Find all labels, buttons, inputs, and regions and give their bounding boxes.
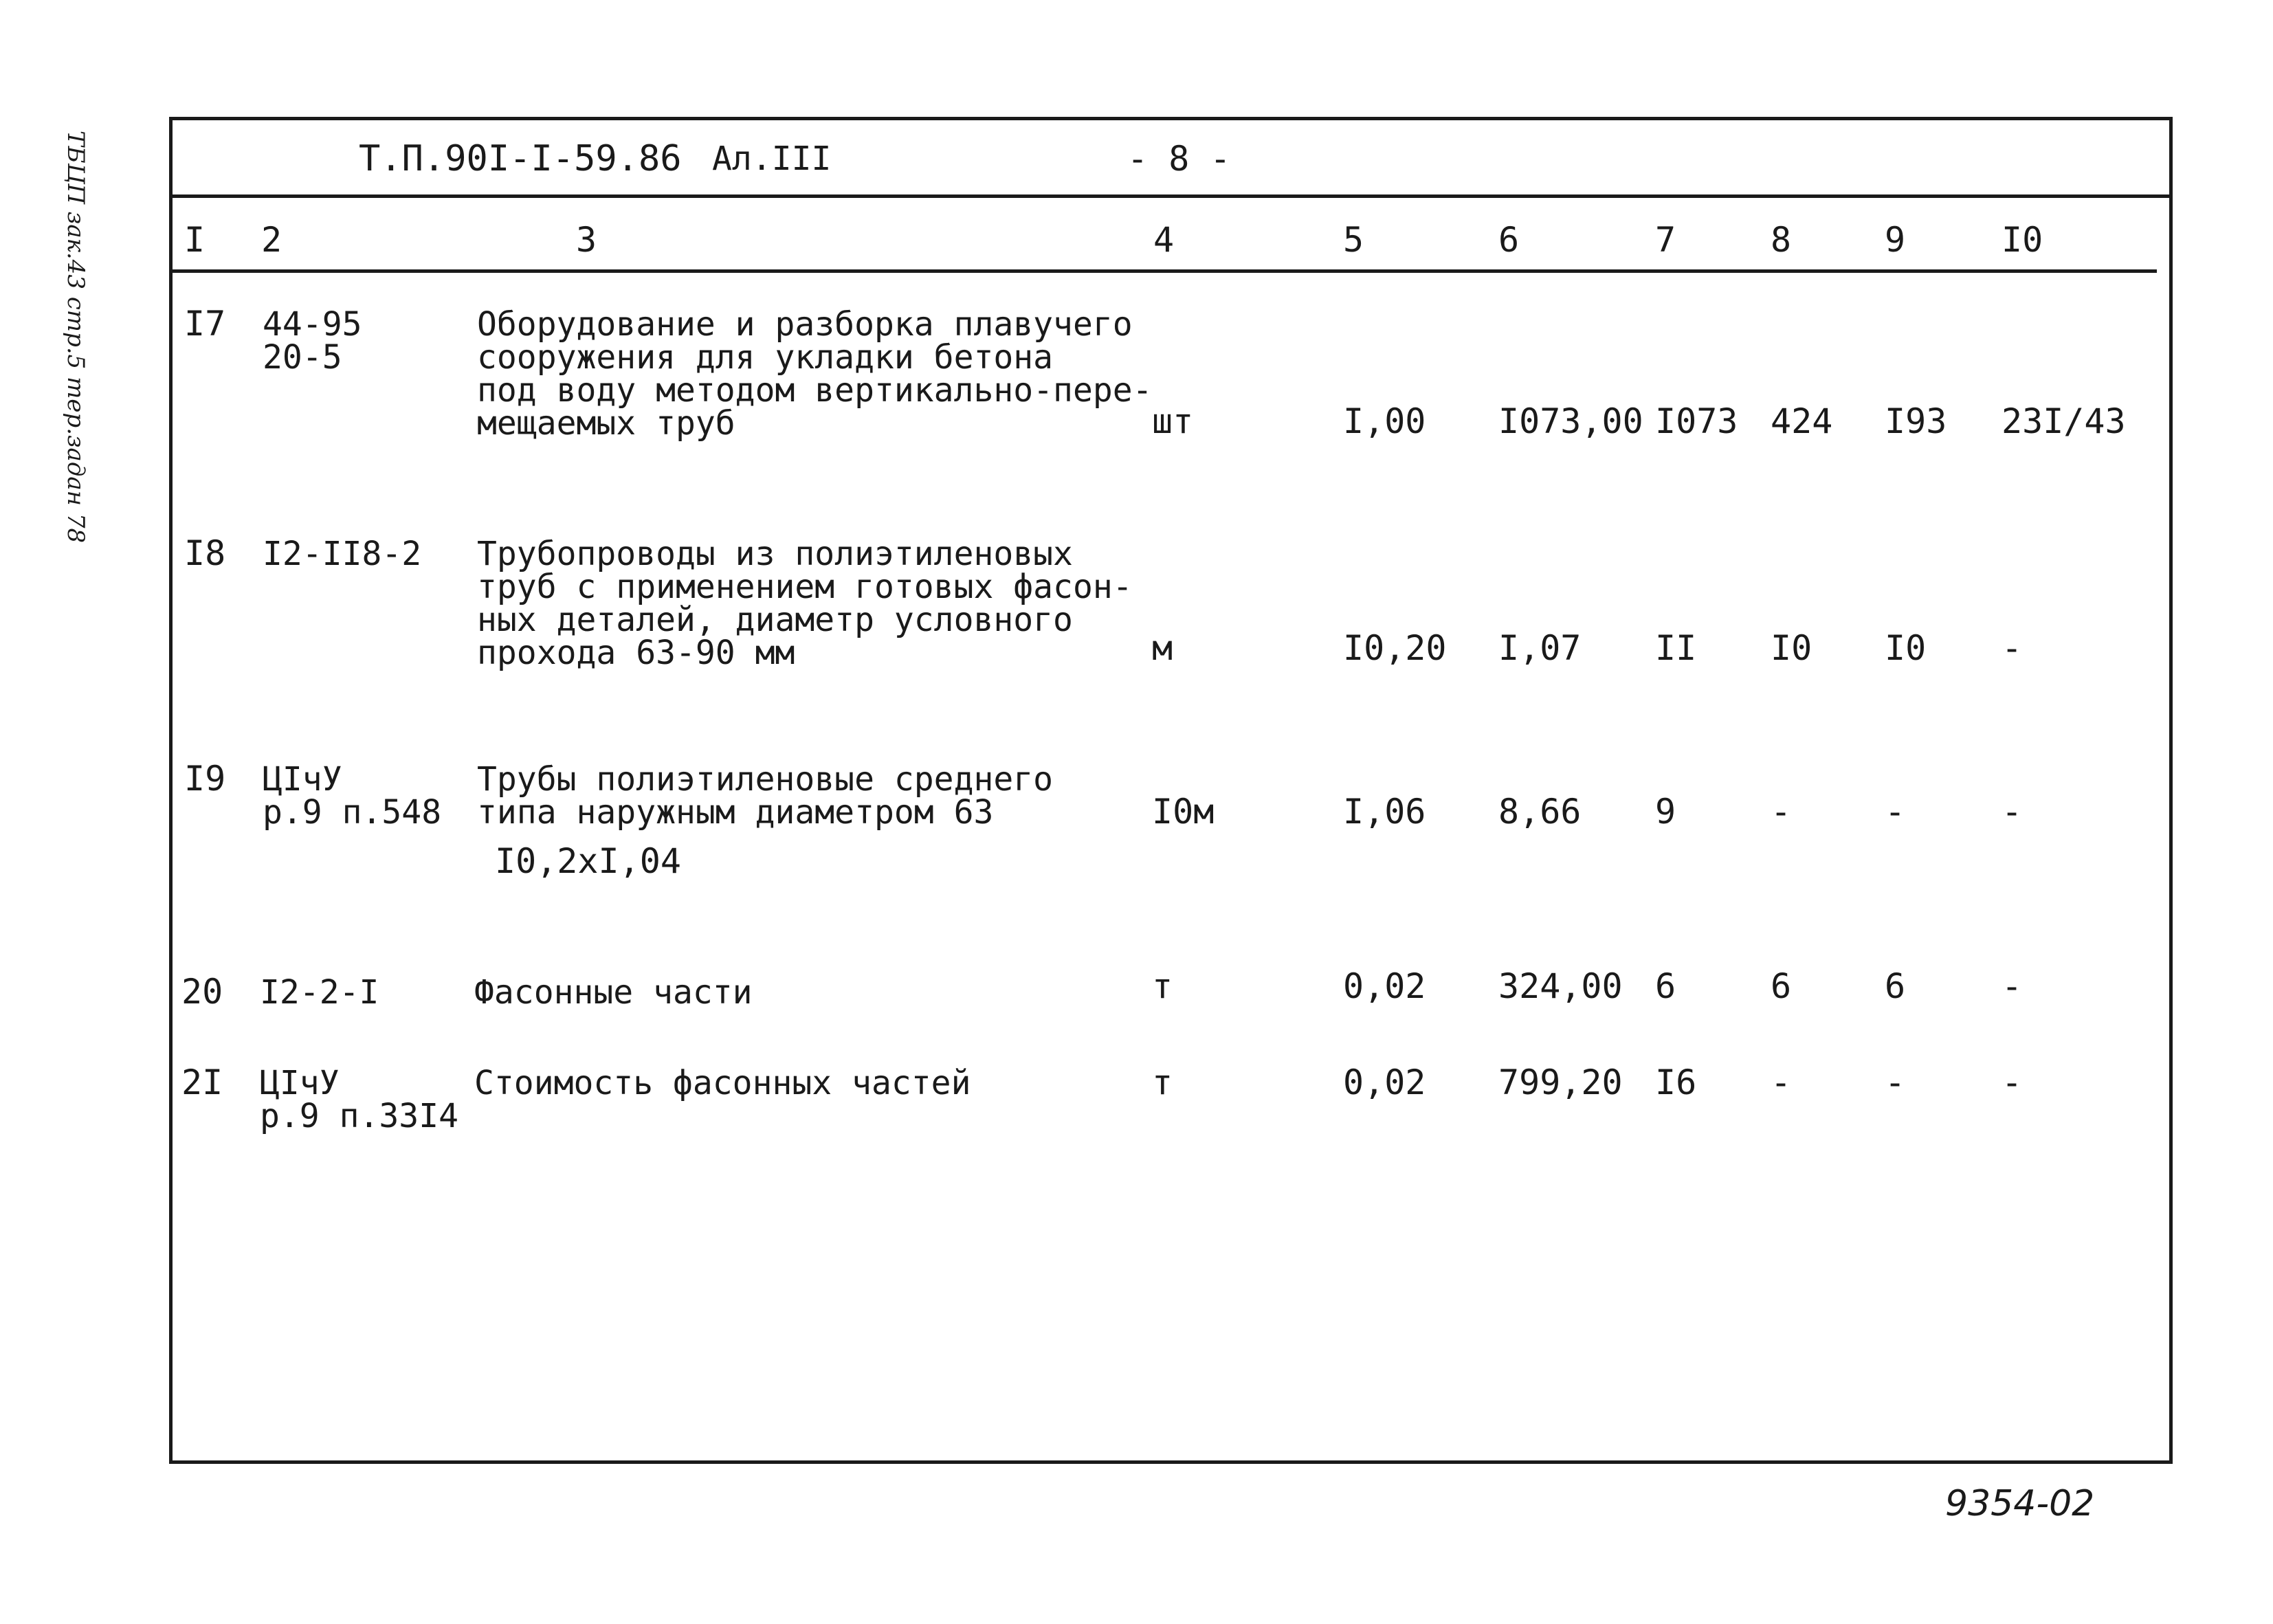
album-number: Ал.III [712,140,832,178]
column-7-value: I6 [1655,1063,1697,1102]
unit-price: I,07 [1498,628,1582,668]
column-10-value: - [2002,966,2023,1006]
column-9-value: I0 [1885,628,1927,668]
rate-code: I2-II8-2 [263,535,422,573]
column-8-value: 6 [1771,966,1792,1006]
rate-code: ЦIчУ р.9 п.548 [263,760,442,832]
column-9-value: 6 [1885,966,1906,1006]
column-8-value: - [1771,1063,1792,1102]
column-header-separator [173,269,2157,273]
unit-price: 799,20 [1498,1063,1623,1102]
rate-code: 44-95 20-5 [263,305,362,377]
quantity: 0,02 [1343,1063,1426,1102]
column-header-1: I [184,220,206,260]
quantity-note: I0,2xI,04 [495,841,681,881]
quantity: I,06 [1343,792,1426,832]
quantity: I0,20 [1343,628,1447,668]
column-10-value: - [2002,792,2023,832]
row-number: I7 [184,304,226,344]
header-separator [173,194,2169,198]
column-header-2: 2 [261,220,282,260]
column-9-value: - [1885,1063,1906,1102]
work-description: Стоимость фасонных частей [474,1064,971,1102]
quantity: 0,02 [1343,966,1426,1006]
column-10-value: - [2002,1063,2023,1102]
column-header-8: 8 [1771,220,1792,260]
unit-price: 324,00 [1498,966,1623,1006]
margin-note: ТБЦП зак.43 стр.5 тер.задан 78 [62,131,89,544]
unit-price: 8,66 [1498,792,1582,832]
work-description: Фасонные части [474,973,753,1012]
column-7-value: I073 [1655,401,1738,441]
column-8-value: 424 [1771,401,1833,441]
rate-code: I2-2-I [260,973,379,1012]
work-description: Трубопроводы из полиэтиленовых труб с применением готовых фасон- ных деталей, диаметр условного прохода 63-90 мм [477,535,1133,672]
column-header-4: 4 [1153,220,1175,260]
unit: шт [1152,401,1194,441]
quantity: I,00 [1343,401,1426,441]
column-9-value: I93 [1885,401,1947,441]
row-number: I9 [184,759,226,799]
column-7-value: 6 [1655,966,1676,1006]
unit: т [1152,1063,1173,1102]
page-number: - 8 - [1127,139,1231,179]
column-10-value: 23I/43 [2002,401,2126,441]
column-8-value: - [1771,792,1792,832]
column-7-value: II [1655,628,1697,668]
work-description: Трубы полиэтиленовые среднего типа наружным диаметром 63 [477,760,1054,832]
row-number: 2I [181,1063,223,1102]
column-7-value: 9 [1655,792,1676,832]
column-header-6: 6 [1498,220,1520,260]
column-8-value: I0 [1771,628,1812,668]
rate-code: ЦIчУ р.9 п.33I4 [260,1064,458,1135]
footer-code: 9354-02 [1945,1483,2095,1524]
document-frame [169,117,2173,1464]
row-number: I8 [184,533,226,573]
row-number: 20 [181,972,223,1012]
unit: I0м [1152,792,1215,832]
unit: м [1152,628,1173,668]
column-10-value: - [2002,628,2023,668]
column-header-5: 5 [1343,220,1364,260]
column-header-3: 3 [576,220,597,260]
column-header-9: 9 [1885,220,1906,260]
column-header-7: 7 [1655,220,1676,260]
column-9-value: - [1885,792,1906,832]
unit: т [1152,966,1173,1006]
work-description: Оборудование и разборка плавучего сооружения для укладки бетона под воду методом вертикально-пере- мещаемых труб [477,305,1153,443]
document-designation: Т.П.90I-I-59.86 [359,138,682,179]
column-header-10: I0 [2002,220,2043,260]
unit-price: I073,00 [1498,401,1643,441]
